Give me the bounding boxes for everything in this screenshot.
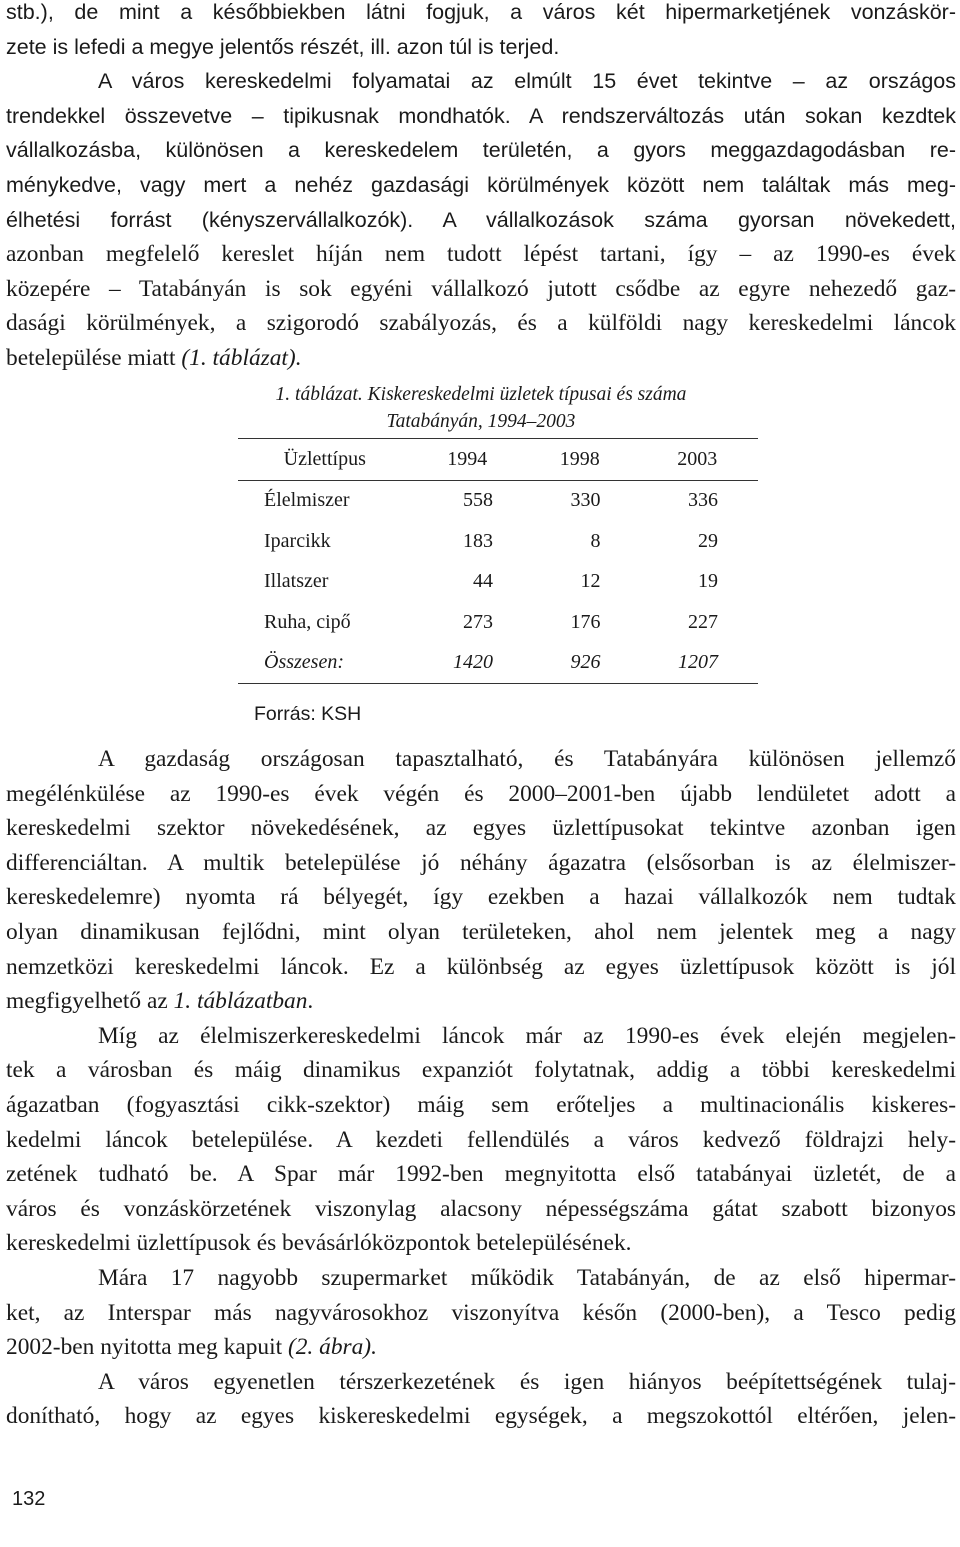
column-header: 2003 [677,447,718,470]
data-table [238,438,758,684]
column-header: 1994 [447,447,488,470]
table-header-row [238,439,758,481]
text-line [6,1330,956,1365]
text-line: donítható, hogy az egyes kiskereskedelmi egységek, a megszokottól eltérően, jelen- [6,1403,956,1430]
text-line: olyan dinamikusan fejlődni, mint olyan területeken, ahol nem jelentek meg a nagy [6,918,956,945]
table-cell: 926 [570,651,601,674]
column-header: Üzlettípus [283,447,366,470]
figure-reference: (2. ábra). [287,1334,377,1361]
text-line: trendekkel összevetve – tipikusnak mondhatók. A rendszerváltozás után sokan kezdtek [6,103,956,128]
top-paragraph [6,0,956,376]
text-line: város és vonzáskörzetének viszonylag alacsony népességszáma gátat szabott bizonyos [6,1195,956,1222]
table-cell: Iparcikk [264,529,331,552]
text-line: ágazatban (fogyasztási cikk-szektor) máig sem erőteljes a multinacionális kiskeres- [6,1091,956,1118]
text-line: ménykedve, vagy mert a nehéz gazdasági körülmények között nem találtak más meg- [6,172,956,197]
table-cell: 1207 [678,651,718,674]
table-cell: 12 [580,570,601,593]
table-cell: 19 [698,570,718,593]
text-line: zete is lefedi a megye jelentős részét, ill. azon túl is terjed. [6,34,560,59]
text-line: Mára 17 nagyobb szupermarket működik Tatabányán, de az első hipermar- [98,1264,956,1291]
text-fragment: megfigyelhető az [6,988,174,1015]
table-source: Forrás: KSH [254,703,362,725]
table-cell: 176 [570,610,601,633]
table-cell: 1420 [453,651,494,674]
table-cell: 44 [473,570,494,593]
text-line [6,984,956,1019]
table-total-row [238,643,758,684]
table-row [238,562,758,603]
text-line: A város egyenetlen térszerkezetének és igen hiányos beépítettségének tulaj- [98,1368,956,1395]
text-line: A gazdaság országosan tapasztalható, és Tatabányára különösen jellemző [98,746,956,772]
text-line: tek a városban és máig dinamikus expanziót folytatnak, addig a többi kereskedelmi [6,1057,956,1084]
text-line: azonban megfelelő kereslet híján nem tudott lépést tartani, így – az 1990-es évek [6,241,956,268]
text-line: stb.), de mint a későbbiekben látni fogjuk, a város két hipermarketjének vonzáskör- [6,0,956,24]
text-line: Míg az élelmiszerkereskedelmi láncok már az 1990-es évek elején megjelen- [98,1022,956,1049]
table-cell: 8 [590,529,601,552]
table-caption-line: Tatabányán, 1994–2003 [386,411,576,432]
text-line: A város kereskedelmi folyamatai az elmúlt 15 évet tekintve – az országos [98,69,956,94]
text-line [6,341,956,376]
text-line: kereskedelemre) nyomta rá bélyegét, így ezekben a hazai vállalkozók nem tudtak [6,884,956,911]
table-reference: (1. táblázat). [181,344,302,371]
text-fragment: . [307,988,314,1015]
table-cell: 558 [463,489,494,512]
table-reference: 1. táblázatban [173,988,308,1015]
table-cell: 336 [688,489,718,512]
text-fragment: 2002-ben nyitotta meg kapuit [6,1334,288,1361]
text-line: zetének tudható be. A Spar már 1992-ben megnyitotta első tatabányai üzletét, de a [6,1161,956,1188]
table-cell: Illatszer [264,570,329,593]
text-line: közepére – Tatabányán is sok egyéni vállalkozó jutott csődbe az egyre nehezedő gaz- [6,275,956,302]
text-line: kedelmi láncok betelepülése. A kezdeti fellendülés a város kedvező földrajzi hely- [6,1126,956,1153]
text-line: dasági körülmények, a szigorodó szabályozás, és a külföldi nagy kereskedelmi láncok [6,310,956,337]
text-fragment: betelepülése miatt [6,344,182,371]
text-line: élhetési forrást (kényszervállalkozók). A vállalkozások száma gyorsan növekedett, [6,207,956,232]
text-line: differenciáltan. A multik betelepülése jó néhány ágazatra (elsősorban is az élelmiszer- [6,849,956,876]
text-line: nemzetközi kereskedelmi láncok. Ez a különbség az egyes üzlettípusok között is jól [6,953,956,980]
table-cell: 183 [463,529,494,552]
table-cell: Élelmiszer [264,489,350,512]
table-cell: 330 [570,489,601,512]
text-line: megélénkülése az 1990-es évek végén és 2000–2001-ben újabb lendületet adott a [6,780,956,807]
text-line: vállalkozásba, különösen a kereskedelem területén, a gyors meggazdagodásban re- [6,138,956,163]
table-row [238,602,758,643]
page-number: 132 [12,1488,46,1510]
table-cell: 227 [688,610,718,633]
table-row [238,480,758,521]
table-row [238,521,758,562]
table-cell: Összesen: [264,651,344,674]
table-caption [6,381,956,435]
text-line: kereskedelmi szektor növekedésének, az egyes üzlettípusokat tekintve azonban igen [6,815,956,842]
table-caption-line: 1. táblázat. Kiskereskedelmi üzletek típusai és száma [275,384,687,405]
text-line: ket, az Interspar más nagyvárosokhoz viszonyítva későn (2000-ben), a Tesco pedig [6,1299,956,1326]
column-header: 1998 [559,447,600,470]
table-cell: 29 [698,529,718,552]
table-cell: Ruha, cipő [264,610,351,633]
body-text [6,742,956,1434]
table-cell: 273 [463,610,494,633]
text-line: kereskedelmi üzlettípusok és bevásárlóközpontok betelepülésének. [6,1230,632,1257]
